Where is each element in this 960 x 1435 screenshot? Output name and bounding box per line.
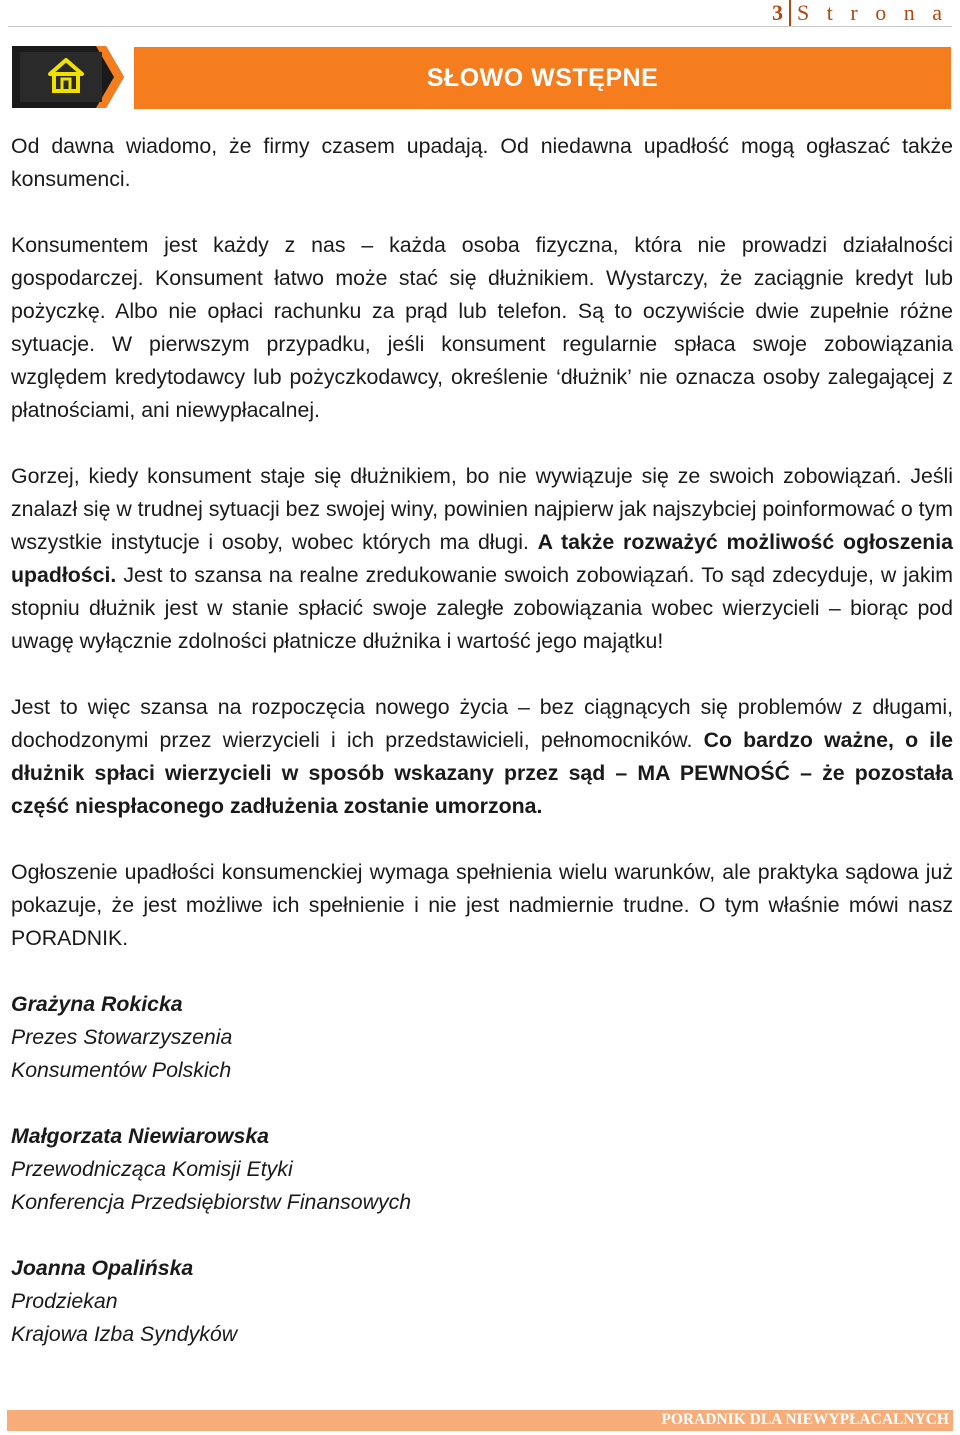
page-label: S t r o n a bbox=[797, 0, 948, 25]
paragraph-debtor bbox=[11, 460, 953, 658]
page-header bbox=[772, 0, 948, 26]
footer-bar bbox=[7, 1410, 953, 1431]
signature-organization: Krajowa Izba Syndyków bbox=[11, 1322, 238, 1346]
paragraph-new-life-bold: Co bardzo ważne, o ile dłużnik spłaci wierzycieli w sposób wskazany przez sąd – MA PEWNOŚĆ – że pozostała część niespłaconego zadłużenia zostanie umorzona. bbox=[11, 728, 953, 818]
signature-block bbox=[11, 1120, 953, 1219]
page-title: SŁOWO WSTĘPNE bbox=[426, 63, 659, 92]
signature-block bbox=[11, 988, 953, 1087]
home-icon bbox=[10, 44, 126, 110]
header-divider bbox=[8, 26, 952, 27]
signature-organization: Konsumentów Polskich bbox=[11, 1058, 232, 1082]
paragraph-debtor-text-b: Jest to szansa na realne zredukowanie swoich zobowiązań. To sąd zdecyduje, w jakim stopniu dłużnik jest w stanie spłacić swoje zaległe zobowiązania wobec wierzycieli – biorąc pod uwagę wyłącznie zdolności płatnicze dłużnika i wartość jego majątku! bbox=[11, 563, 953, 653]
signature-block bbox=[11, 1252, 953, 1351]
signature-role: Prezes Stowarzyszenia bbox=[11, 1025, 233, 1049]
signature-name: Joanna Opalińska bbox=[11, 1256, 194, 1280]
paragraph-consumer: Konsumentem jest każdy z nas – każda osoba fizyczna, która nie prowadzi działalności gospodarczej. Konsument łatwo może stać się dłużnikiem. Wystarczy, że zaciągnie kredyt lub pożyczkę. Albo nie opłaci rachunku za prąd lub telefon. Są to oczywiście dwie zupełnie różne sytuacje. W pierwszym przypadku, jeśli konsument regularnie spłaca swoje zobowiązania względem kredytodawcy lub pożyczkodawcy, określenie ‘dłużnik’ nie oznacza osoby zalegającej z płatnościami, ani niewypłacalnej. bbox=[11, 233, 953, 422]
title-banner bbox=[134, 47, 951, 109]
signature-role: Przewodnicząca Komisji Etyki bbox=[11, 1157, 293, 1181]
paragraph-guide: Ogłoszenie upadłości konsumenckiej wymaga spełnienia wielu warunków, ale praktyka sądowa już pokazuje, że jest możliwe ich spełnienie i nie jest nadmiernie trudne. O tym właśnie mówi nasz PORADNIK. bbox=[11, 860, 953, 950]
paragraph-intro: Od dawna wiadomo, że firmy czasem upadają. Od niedawna upadłość mogą ogłaszać także konsumenci. bbox=[11, 134, 953, 191]
document-body bbox=[11, 130, 953, 1384]
paragraph-debtor-text-a: Gorzej, kiedy konsument staje się dłużnikiem, bo nie wywiązuje się ze swoich zobowiązań. Jeśli znalazł się w trudnej sytuacji bez swojej winy, powinien najpierw jak najszybciej poinformować o tym wszystkie instytucje i osoby, wobec których ma długi. bbox=[11, 464, 953, 554]
paragraph-new-life bbox=[11, 691, 953, 823]
paragraph-debtor-bold: A także rozważyć możliwość ogłoszenia upadłości. bbox=[11, 530, 954, 587]
page-number: 3 bbox=[772, 0, 791, 26]
signature-name: Małgorzata Niewiarowska bbox=[11, 1124, 270, 1148]
signature-role: Prodziekan bbox=[11, 1289, 118, 1313]
signature-name: Grażyna Rokicka bbox=[11, 992, 183, 1016]
signature-organization: Konferencja Przedsiębiorstw Finansowych bbox=[11, 1190, 412, 1214]
paragraph-new-life-text: Jest to więc szansa na rozpoczęcia nowego życia – bez ciągnących się problemów z długami, dochodzonymi przez wierzycieli i ich przedstawicieli, pełnomocników. bbox=[11, 695, 953, 752]
footer-title: PORADNIK DLA NIEWYPŁACALNYCH bbox=[661, 1411, 949, 1428]
